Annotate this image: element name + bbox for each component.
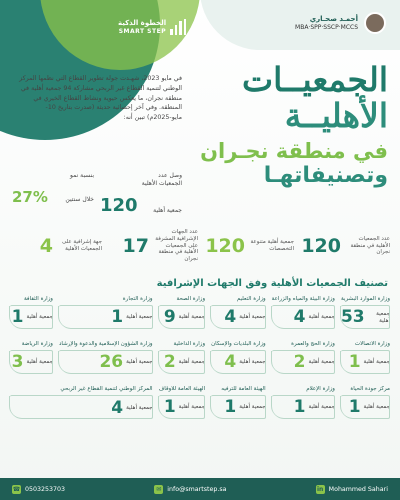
category-label: وزارة الموارد البشرية: [340, 296, 390, 302]
category-unit: جمعية أهلية: [126, 314, 153, 321]
reach-value: 120: [100, 195, 138, 216]
category-card: [272, 386, 335, 420]
stat-label: عدد الجمعيات الأهلية في منطقة نجران: [350, 235, 390, 256]
category-label: وزارة الرياضة: [21, 341, 53, 347]
category-unit: جمعية أهلية: [126, 359, 153, 366]
category-unit: جمعية أهلية: [308, 314, 335, 321]
category-count: 26: [99, 352, 124, 372]
category-count: 1: [348, 352, 361, 372]
stat-value: 120: [301, 235, 341, 257]
category-card: [59, 296, 153, 330]
category-unit: جمعية أهلية: [178, 359, 206, 366]
reach-label: وصل عدد الجمعيات الأهلية: [141, 172, 182, 187]
intro-paragraph: في مايو 2023، شهـدت جولة تطوير القطاع التي نظمها المركز الوطني لتنمية القطاع غير الربحي مشاركة 94 جمعية أهلية في منطقة نجران، ما يعكس حيوية ونشاط القطاع الخيري في المنطقة. وفي آخر إحصائية حديثة (صدرت بتاريخ 10-مايو-2025م) تبين أنه:: [19, 75, 182, 121]
email-icon: ✉: [156, 485, 162, 493]
category-label: وزارة البلديات والإسكان: [211, 341, 266, 347]
author-block: [295, 12, 386, 34]
category-label: وزارة الثقافة: [23, 296, 53, 302]
category-card: [272, 341, 335, 375]
category-unit: جمعية أهلية: [239, 359, 266, 366]
category-unit: جمعية أهلية: [26, 359, 53, 366]
category-card: [272, 296, 335, 330]
category-unit: جمعية أهلية: [126, 405, 153, 412]
category-count: 1: [224, 397, 237, 417]
category-count: 1: [293, 397, 306, 417]
category-card: [341, 386, 390, 420]
category-unit: جمعية أهلية: [308, 404, 335, 411]
category-label: المركز الوطني لتنمية القطاع غير الربحي: [60, 386, 153, 392]
title-line-4: وتصنيفاتهـا: [263, 162, 388, 188]
stat-value: 17: [122, 235, 149, 257]
brand-name-en: SMART STEP: [118, 27, 167, 35]
category-count: 1: [111, 307, 124, 327]
title-line-1: الجمعيــات: [242, 60, 388, 99]
title-line-3: في منطقة نجـران: [200, 138, 388, 163]
category-unit: جمعية أهلية: [363, 359, 390, 366]
category-unit: جمعية أهلية: [363, 404, 390, 411]
category-card: [10, 341, 53, 375]
email-address: info@smartstep.sa: [167, 485, 227, 493]
category-card: [211, 386, 266, 420]
phone-icon: ☎: [12, 485, 21, 493]
category-card: [211, 296, 266, 330]
brand-logo: [118, 10, 188, 44]
growth-value: 27%: [12, 188, 48, 206]
category-count: 2: [293, 352, 306, 372]
header: [0, 8, 400, 46]
category-unit: جمعية أهلية: [178, 404, 206, 411]
category-count: 9: [163, 307, 176, 327]
category-count: 2: [163, 352, 176, 372]
category-unit: جمعية أهلية: [239, 314, 266, 321]
stat-item: [202, 228, 294, 264]
stat-item: [298, 228, 390, 264]
category-count: 3: [11, 352, 24, 372]
category-label: الهيئة العامة للترفيه: [221, 386, 266, 392]
category-card: [10, 296, 53, 330]
category-label: مركز جودة الحياة: [350, 386, 390, 392]
mini-stats: [12, 172, 182, 216]
category-count: 4: [224, 307, 237, 327]
category-unit: جمعية أهلية: [239, 404, 266, 411]
growth-label: بنسبة نمو: [69, 172, 94, 179]
category-card: [159, 386, 206, 420]
category-count: 1: [163, 397, 176, 417]
category-count: 53: [340, 307, 365, 327]
stat-item: [106, 228, 198, 264]
footer-phone[interactable]: [12, 485, 65, 494]
category-card: [159, 341, 206, 375]
growth-stat: [12, 172, 94, 216]
categories-grid: [10, 296, 390, 420]
stat-strip: [10, 228, 390, 264]
title-line-2: الأهليــة: [284, 96, 388, 136]
category-label: الهيئة العامة للأوقاف: [158, 386, 206, 392]
category-count: 1: [348, 397, 361, 417]
category-label: وزارة الداخلية: [173, 341, 206, 347]
linkedin-name: Mohammed Sahari: [328, 485, 388, 493]
category-count: 4: [224, 352, 237, 372]
category-unit: جمعية أهلية: [376, 310, 390, 324]
author-name: أحمـد صحـاري: [309, 14, 358, 23]
category-card: [59, 341, 153, 375]
stat-value: 4: [39, 235, 53, 257]
category-label: وزارة التعليم: [236, 296, 266, 302]
category-label: وزارة الاتصالات: [354, 341, 390, 347]
category-card: [341, 296, 390, 330]
stat-item: [10, 228, 102, 264]
category-card: [341, 341, 390, 375]
bars-logo-icon: [170, 19, 186, 35]
category-label: وزارة الشؤون الإسلامية والدعوة والإرشاد: [58, 341, 153, 347]
title-block: [188, 62, 388, 188]
brand-name-ar: الخطوة الذكية: [118, 19, 167, 28]
avatar: [364, 12, 386, 34]
category-card: [159, 296, 206, 330]
author-credentials: MBA·SPP·SSCP·MCCS: [295, 23, 358, 31]
category-label: وزارة البيئة والمياه والزراعة: [271, 296, 335, 302]
phone-number: 0503253703: [25, 485, 66, 493]
category-unit: جمعية أهلية: [178, 314, 206, 321]
brand-text: [118, 19, 166, 35]
reach-unit: جمعية أهلية: [153, 207, 182, 214]
category-unit: جمعية أهلية: [26, 314, 53, 321]
stat-label: جهة إشرافية على الجمعيات الأهلية: [61, 239, 102, 252]
stat-label: جمعية أهلية متنوعة التخصصات: [250, 239, 294, 252]
author-text: [295, 15, 358, 32]
reach-stat: [100, 172, 182, 216]
category-label: وزارة الصحة: [176, 296, 206, 302]
section-title: تصنيف الجمعيات الأهلية وفق الجهات الإشرافية: [156, 278, 388, 289]
footer-linkedin[interactable]: [316, 485, 388, 494]
category-label: وزارة الحج والعمرة: [291, 341, 335, 347]
category-card: [10, 386, 153, 420]
stat-label: عدد الجهات الإشرافية المشرفة على الجمعيات الأهلية في منطقة نجران: [155, 228, 198, 263]
stat-value: 120: [205, 235, 245, 257]
growth-period: خلال سنتين: [65, 196, 94, 203]
linkedin-icon: in: [316, 485, 324, 493]
footer: [0, 478, 400, 500]
footer-email[interactable]: [154, 485, 226, 494]
category-label: وزارة الإعلام: [306, 386, 335, 392]
category-label: وزارة التجارة: [122, 296, 153, 302]
category-unit: جمعية أهلية: [308, 359, 335, 366]
category-count: 4: [111, 398, 124, 418]
category-count: 1: [11, 307, 24, 327]
category-count: 4: [293, 307, 306, 327]
category-card: [211, 341, 266, 375]
